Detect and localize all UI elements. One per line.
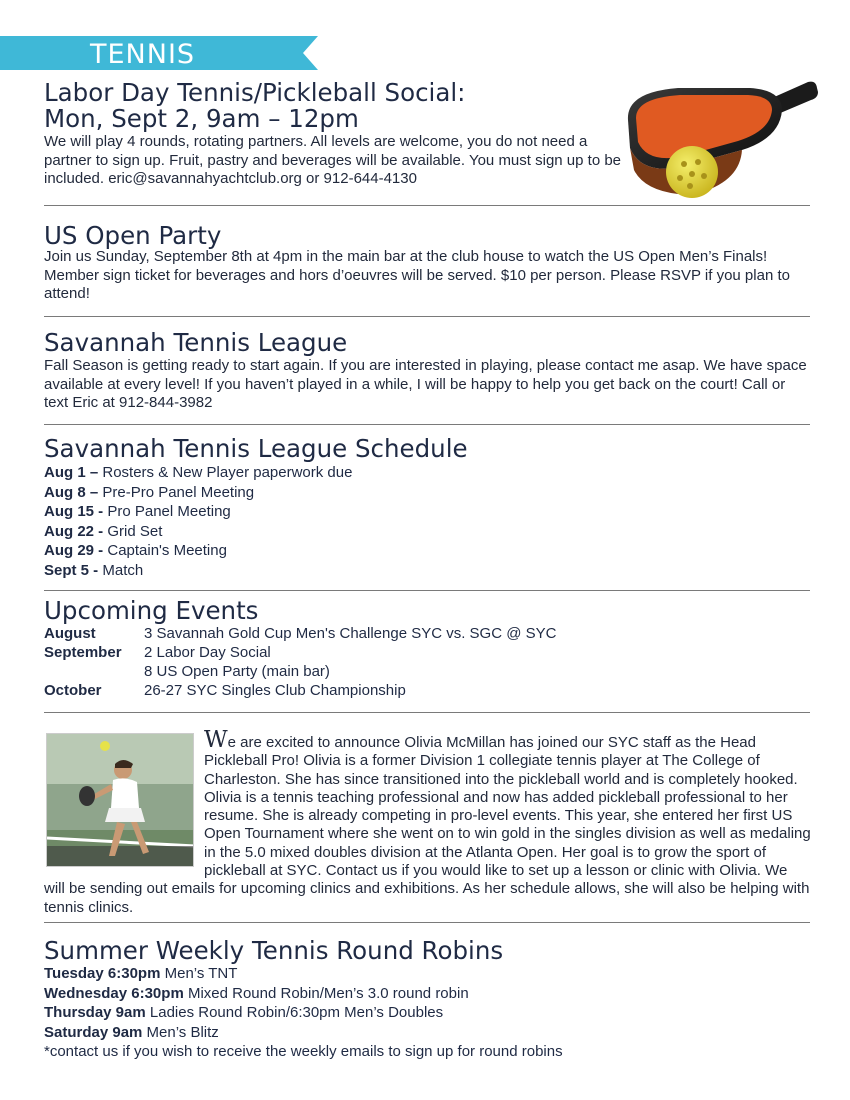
- round-robin-item: [44, 1023, 810, 1043]
- round-robin-day: Thursday 9am: [44, 1004, 146, 1021]
- olivia-body: e are excited to announce Olivia McMillan has joined our SYC staff as the Head Pickleball Pro! Olivia is a former Division 1 collegiate tennis player at The College of Charleston. She has since transitioned into the pickleball world and is completely hooked. Olivia is a tennis teaching professional and now has added pickleball professional to her resume. She is already competing in pro-level events. This year, she entered her first US Open Tournament where she went on to win gold in the singles division as well as medaling in the 5.0 mixed doubles division at the Atlanta Open. Her goal is to grow the sport of pickleball at SYC. Contact us if you would like to set up a lesson or clinic with Olivia. We will be sending out emails for upcoming clinics and exhibitions. As her schedule allows, she will also be helping with tennis clinics.: [44, 734, 811, 916]
- round-robin-item: [44, 984, 810, 1004]
- divider: [44, 590, 810, 591]
- league-title: Savannah Tennis League: [44, 328, 348, 357]
- divider: [44, 922, 810, 923]
- event-text: 3 Savannah Gold Cup Men's Challenge SYC vs. SGC @ SYC: [144, 625, 557, 642]
- schedule-section: [44, 436, 810, 580]
- labor-day-body: We will play 4 rounds, rotating partners. All levels are welcome, you do not need a partner to sign up. Fruit, pastry and beverages will be available. You must sign up to be included. eric@savannahyachtclub.org or 912-644-4130: [44, 133, 622, 187]
- schedule-item: [44, 522, 810, 542]
- us-open-section: [44, 223, 810, 304]
- schedule-text: Grid Set: [103, 522, 163, 540]
- event-text: 2 Labor Day Social: [144, 644, 271, 661]
- event-month: August: [44, 625, 96, 642]
- events-section: [44, 598, 810, 700]
- schedule-date: Aug 29 -: [44, 542, 104, 559]
- round-robin-text: Men’s Blitz: [142, 1023, 219, 1041]
- event-row: [44, 643, 810, 662]
- round-robin-day: Tuesday 6:30pm: [44, 965, 161, 982]
- divider: [44, 205, 810, 206]
- event-month: October: [44, 682, 102, 699]
- photo-spacer: [44, 731, 204, 869]
- dropcap-letter: W: [204, 727, 228, 753]
- schedule-item: [44, 502, 810, 522]
- round-robins-title: Summer Weekly Tennis Round Robins: [44, 936, 504, 965]
- schedule-text: Rosters & New Player paperwork due: [98, 464, 353, 481]
- event-month: [44, 662, 144, 681]
- schedule-list: [44, 463, 810, 580]
- event-text: 8 US Open Party (main bar): [144, 663, 330, 680]
- schedule-date: Aug 1 –: [44, 464, 99, 481]
- pickleball-paddle-image: [622, 76, 820, 204]
- schedule-item: [44, 541, 810, 561]
- schedule-item: [44, 463, 810, 483]
- round-robins-list: [44, 964, 810, 1042]
- us-open-body: Join us Sunday, September 8th at 4pm in the main bar at the club house to watch the US Open Men’s Finals! Member sign ticket for beverages and hors d’oeuvres will be served. $10 per person. Please RSVP if you plan to attend!: [44, 248, 790, 302]
- events-title: Upcoming Events: [44, 596, 259, 625]
- round-robin-text: Ladies Round Robin/6:30pm Men’s Doubles: [145, 1004, 444, 1021]
- us-open-title: US Open Party: [44, 221, 222, 250]
- labor-day-title-line2: Mon, Sept 2, 9am – 12pm: [44, 104, 359, 133]
- round-robins-section: [44, 938, 810, 1062]
- round-robin-item: [44, 964, 810, 984]
- event-row: [44, 681, 810, 700]
- divider: [44, 316, 810, 317]
- round-robin-text: Mixed Round Robin/Men’s 3.0 round robin: [183, 984, 469, 1002]
- schedule-title: Savannah Tennis League Schedule: [44, 434, 468, 463]
- schedule-date: Aug 15 -: [44, 503, 104, 520]
- event-text: 26-27 SYC Singles Club Championship: [144, 682, 406, 699]
- round-robins-note: *contact us if you wish to receive the weekly emails to sign up for round robins: [44, 1043, 563, 1060]
- league-body: Fall Season is getting ready to start again. If you are interested in playing, please contact me asap. We have space available at every level! If you haven’t played in a while, I will be happy to help you get back on the court! Call or text Eric at 912-844-3982: [44, 357, 807, 411]
- labor-day-section: [44, 80, 624, 189]
- divider: [44, 424, 810, 425]
- schedule-date: Aug 8 –: [44, 483, 99, 501]
- round-robin-text: Men’s TNT: [160, 965, 238, 982]
- event-month: September: [44, 644, 122, 661]
- banner-label: TENNIS: [90, 39, 196, 70]
- event-row: [44, 624, 810, 643]
- schedule-text: Pre-Pro Panel Meeting: [98, 483, 255, 501]
- schedule-text: Captain's Meeting: [103, 542, 227, 559]
- event-row: [44, 662, 810, 681]
- olivia-announcement: [44, 727, 812, 917]
- schedule-text: Match: [98, 561, 144, 579]
- round-robin-day: Wednesday 6:30pm: [44, 984, 184, 1002]
- labor-day-title-line1: Labor Day Tennis/Pickleball Social:: [44, 78, 466, 107]
- schedule-item: [44, 483, 810, 503]
- round-robin-item: [44, 1003, 810, 1023]
- schedule-item: [44, 561, 810, 581]
- league-section: [44, 330, 810, 413]
- events-list: [44, 624, 810, 700]
- round-robin-day: Saturday 9am: [44, 1023, 143, 1041]
- schedule-date: Sept 5 -: [44, 561, 99, 579]
- schedule-text: Pro Panel Meeting: [103, 503, 231, 520]
- schedule-date: Aug 22 -: [44, 522, 104, 540]
- divider: [44, 712, 810, 713]
- section-banner: [0, 36, 318, 70]
